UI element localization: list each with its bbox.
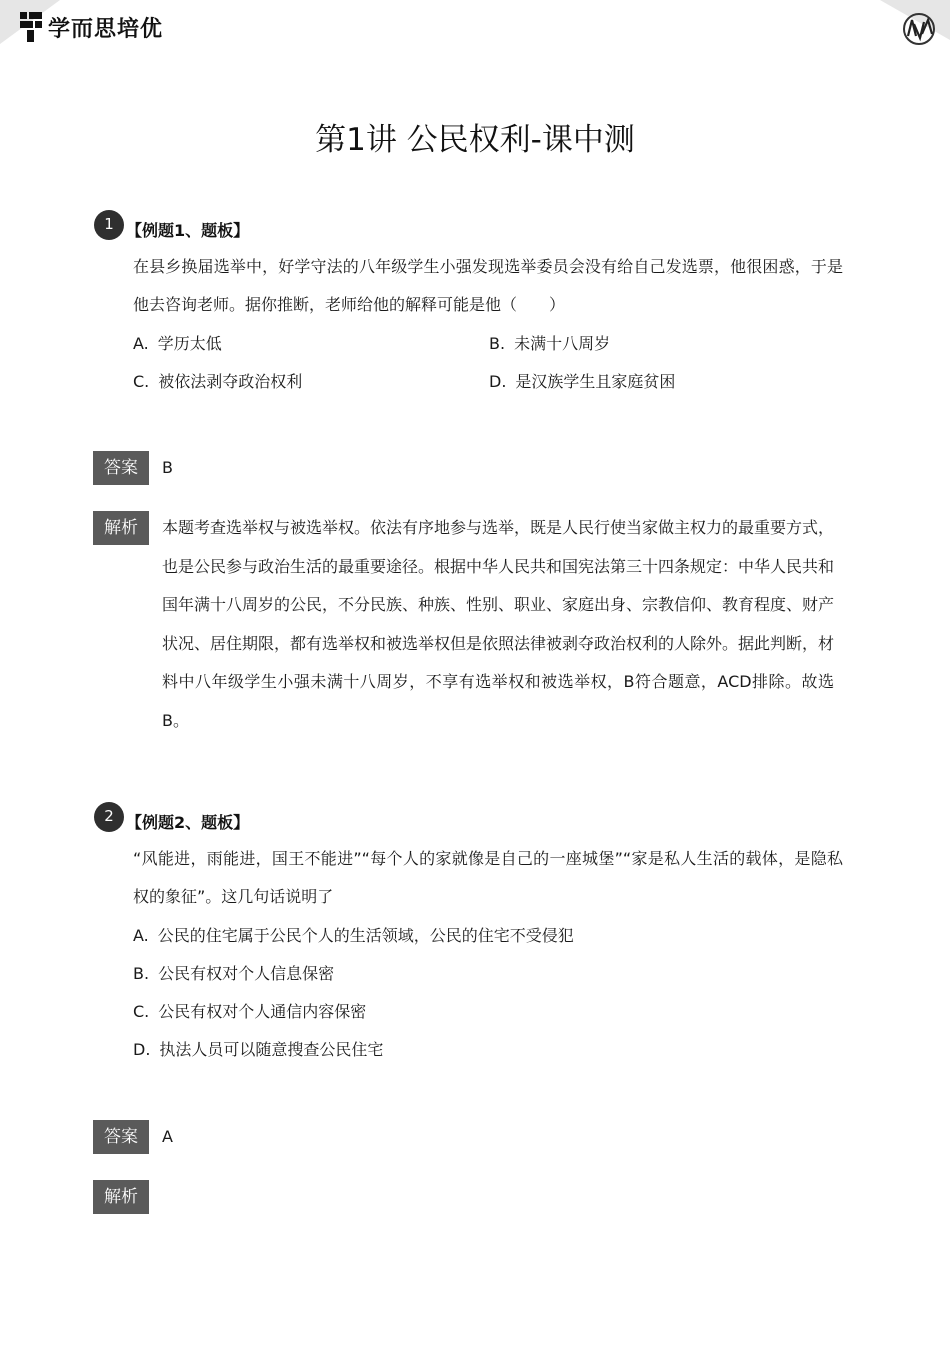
question-stem: “风能进，雨能进，国王不能进”“每个人的家就像是自己的一座城堡”“家是私人生活的载体，是隐私权的象征”。这几句话说明了 <box>133 849 843 906</box>
option-text: 公民有权对个人通信内容保密 <box>158 1002 367 1021</box>
option-c[interactable] <box>133 370 302 394</box>
question-number-badge: 2 <box>94 802 124 832</box>
explanation-label: 解析 <box>93 1180 149 1214</box>
option-text: 执法人员可以随意搜查公民住宅 <box>159 1040 384 1059</box>
option-c[interactable] <box>133 1000 366 1024</box>
answer-label: 答案 <box>93 451 149 485</box>
option-letter: C. <box>133 372 150 391</box>
option-text: 被依法剥夺政治权利 <box>158 372 303 391</box>
option-a[interactable] <box>133 332 222 356</box>
option-a[interactable] <box>133 924 574 948</box>
option-text: 未满十八周岁 <box>514 334 611 353</box>
option-d[interactable] <box>489 370 675 394</box>
option-text: 学历太低 <box>157 334 222 353</box>
option-letter: D. <box>489 372 507 391</box>
answer-value: B <box>162 458 173 477</box>
brand-mark-icon <box>18 10 44 44</box>
answer-value: A <box>162 1127 173 1146</box>
school-emblem-icon <box>900 12 938 46</box>
option-text: 是汉族学生且家庭贫困 <box>515 372 676 391</box>
question-tag: 【例题1、题板】 <box>126 221 250 240</box>
option-text: 公民的住宅属于公民个人的生活领域，公民的住宅不受侵犯 <box>157 926 574 945</box>
page-title: 第1讲 公民权利-课中测 <box>315 122 635 158</box>
option-letter: A. <box>133 334 149 353</box>
option-letter: A. <box>133 926 149 945</box>
explanation-label: 解析 <box>93 511 149 545</box>
brand-logo <box>18 8 163 46</box>
option-b[interactable] <box>489 332 610 356</box>
option-letter: B. <box>489 334 506 353</box>
answer-label: 答案 <box>93 1120 149 1154</box>
option-b[interactable] <box>133 962 334 986</box>
option-letter: B. <box>133 964 150 983</box>
option-text: 公民有权对个人信息保密 <box>158 964 335 983</box>
option-letter: D. <box>133 1040 151 1059</box>
question-tag: 【例题2、题板】 <box>126 813 250 832</box>
option-letter: C. <box>133 1002 150 1021</box>
option-d[interactable] <box>133 1038 383 1062</box>
explanation-text: 本题考查选举权与被选举权。依法有序地参与选举，既是人民行使当家做主权力的最重要方式，也是公民参与政治生活的最重要途径。根据中华人民共和国宪法第三十四条规定：中华人民共和国年满十八周岁的公民，不分民族、种族、性别、职业、家庭出身、宗教信仰、教育程度、财产状况、居住期限，都有选举权和被选举权但是依照法律被剥夺政治权利的人除外。据此判断，材料中八年级学生小强未满十八周岁，不享有选举权和被选举权，B符合题意，ACD排除。故选B。 <box>162 518 835 730</box>
question-stem: 在县乡换届选举中，好学守法的八年级学生小强发现选举委员会没有给自己发选票，他很困惑，于是他去咨询老师。据你推断，老师给他的解释可能是他（ ） <box>133 257 843 314</box>
brand-logo-text: 学而思培优 <box>48 16 164 42</box>
question-number-badge: 1 <box>94 210 124 240</box>
